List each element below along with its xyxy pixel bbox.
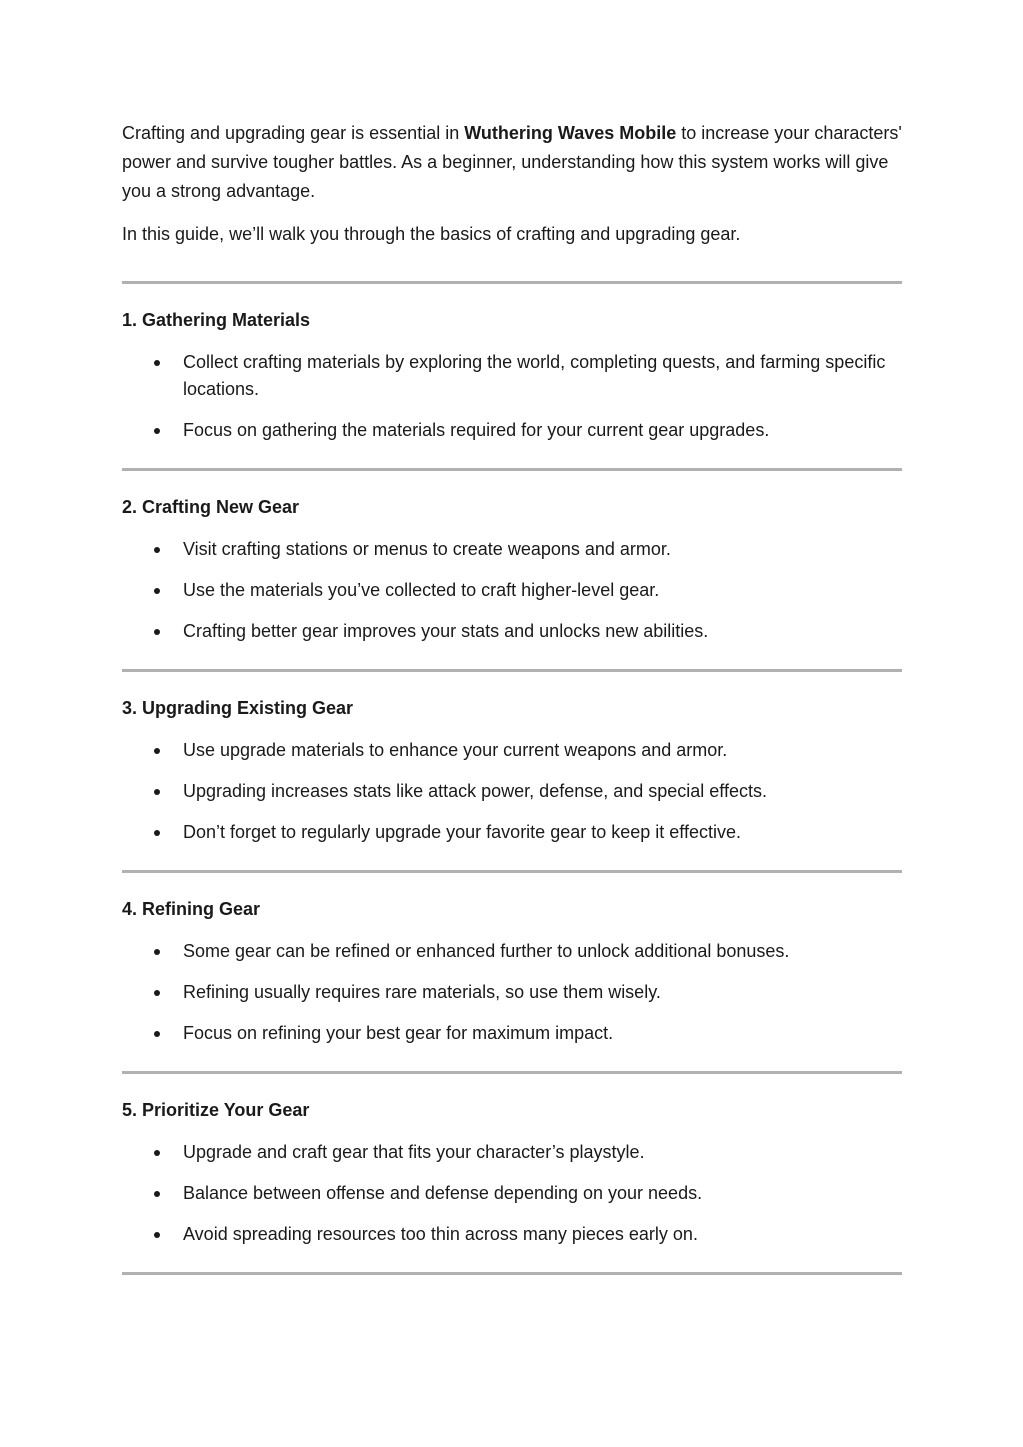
list-item-text: Refining usually requires rare materials, so use them wisely. — [183, 982, 661, 1002]
list-item-text: Upgrading increases stats like attack power, defense, and special effects. — [183, 781, 767, 801]
list-item — [122, 536, 902, 563]
bullet-icon — [154, 547, 160, 553]
bullet-icon — [154, 1031, 160, 1037]
section-title: 2. Crafting New Gear — [122, 497, 300, 517]
list-item-text: Collect crafting materials by exploring the world, completing quests, and farming specific locations. — [183, 352, 886, 399]
list-item — [122, 979, 902, 1006]
section-refining-gear — [122, 873, 902, 1071]
bullet-list — [122, 737, 902, 846]
bullet-list — [122, 1139, 902, 1248]
list-item-text: Focus on refining your best gear for maximum impact. — [183, 1023, 614, 1043]
list-item-text: Visit crafting stations or menus to create weapons and armor. — [183, 539, 671, 559]
list-item — [122, 778, 902, 805]
list-item-text: Some gear can be refined or enhanced further to unlock additional bonuses. — [183, 941, 790, 961]
bullet-icon — [154, 629, 160, 635]
list-item — [122, 417, 902, 444]
list-item — [122, 737, 902, 764]
list-item-text: Use upgrade materials to enhance your current weapons and armor. — [183, 740, 728, 760]
list-item-text: Crafting better gear improves your stats and unlocks new abilities. — [183, 621, 709, 641]
list-item-text: Use the materials you’ve collected to craft higher-level gear. — [183, 580, 660, 600]
list-item — [122, 349, 902, 403]
section-title: 5. Prioritize Your Gear — [122, 1100, 310, 1120]
section-divider — [122, 1272, 902, 1275]
intro-paragraph — [122, 119, 902, 206]
intro-text: to increase your characters' power and survive tougher battles. As a beginner, understanding how this system works will give you a strong advantage. — [122, 123, 902, 201]
list-item-text: Focus on gathering the materials required for your current gear upgrades. — [183, 420, 770, 440]
bullet-icon — [154, 1232, 160, 1238]
list-item-text: Balance between offense and defense depending on your needs. — [183, 1183, 703, 1203]
bullet-list — [122, 536, 902, 645]
list-item — [122, 1221, 902, 1248]
document-page — [122, 119, 902, 1275]
bullet-icon — [154, 830, 160, 836]
section-prioritize-your-gear — [122, 1074, 902, 1272]
section-title: 3. Upgrading Existing Gear — [122, 698, 354, 718]
intro-text: Crafting and upgrading gear is essential in — [122, 123, 465, 143]
section-crafting-new-gear — [122, 471, 902, 669]
bullet-icon — [154, 990, 160, 996]
bullet-list — [122, 349, 902, 444]
guide-summary: In this guide, we’ll walk you through the basics of crafting and upgrading gear. — [122, 224, 741, 244]
bullet-icon — [154, 789, 160, 795]
bullet-icon — [154, 588, 160, 594]
section-upgrading-existing-gear — [122, 672, 902, 870]
bullet-icon — [154, 1150, 160, 1156]
list-item — [122, 1020, 902, 1047]
section-title: 4. Refining Gear — [122, 899, 261, 919]
list-item — [122, 1139, 902, 1166]
bullet-icon — [154, 949, 160, 955]
list-item-text: Avoid spreading resources too thin across many pieces early on. — [183, 1224, 698, 1244]
bullet-list — [122, 938, 902, 1047]
game-title: Wuthering Waves Mobile — [464, 123, 677, 143]
list-item — [122, 819, 902, 846]
bullet-icon — [154, 428, 160, 434]
list-item-text: Don’t forget to regularly upgrade your favorite gear to keep it effective. — [183, 822, 741, 842]
section-gathering-materials — [122, 284, 902, 468]
list-item — [122, 577, 902, 604]
bullet-icon — [154, 748, 160, 754]
list-item — [122, 1180, 902, 1207]
list-item-text: Upgrade and craft gear that fits your character’s playstyle. — [183, 1142, 645, 1162]
list-item — [122, 618, 902, 645]
section-title: 1. Gathering Materials — [122, 310, 311, 330]
bullet-icon — [154, 360, 160, 366]
bullet-icon — [154, 1191, 160, 1197]
list-item — [122, 938, 902, 965]
